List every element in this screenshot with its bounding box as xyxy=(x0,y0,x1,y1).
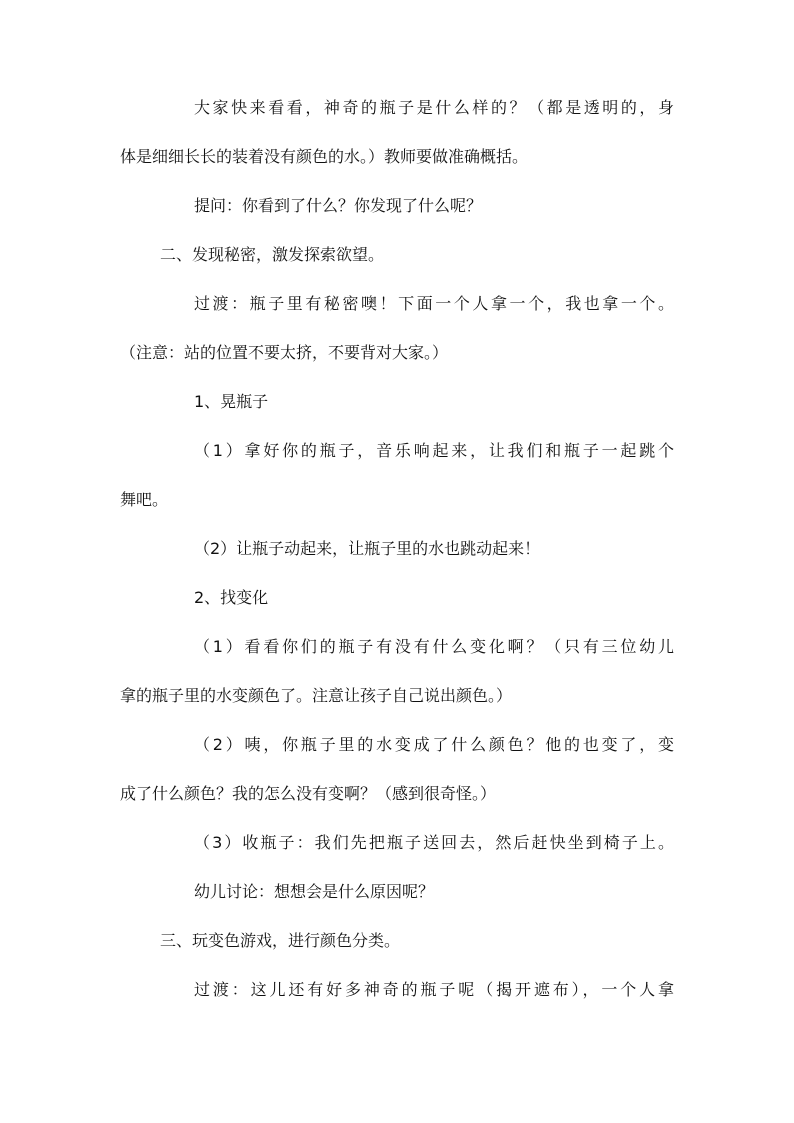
paragraph-line: 过渡：瓶子里有秘密噢！下面一个人拿一个，我也拿一个。 xyxy=(194,294,674,313)
paragraph-line: 提问：你看到了什么？你发现了什么呢？ xyxy=(194,196,483,215)
paragraph-line: 大家快来看看，神奇的瓶子是什么样的？（都是透明的，身 xyxy=(194,98,674,117)
subsection-heading: 2、找变化 xyxy=(194,588,269,607)
paragraph-line: （1）看看你们的瓶子有没有什么变化啊？（只有三位幼儿 xyxy=(194,637,674,656)
section-heading: 三、玩变色游戏，进行颜色分类。 xyxy=(160,931,401,950)
paragraph-line: 体是细细长长的装着没有颜色的水。）教师要做准确概括。 xyxy=(120,147,529,166)
paragraph-line: （注意：站的位置不要太挤，不要背对大家。） xyxy=(120,343,449,362)
paragraph-line: 拿的瓶子里的水变颜色了。注意让孩子自己说出颜色。） xyxy=(120,686,513,705)
paragraph-line: 过渡：这儿还有好多神奇的瓶子呢（揭开遮布），一个人拿 xyxy=(194,980,674,999)
paragraph-line: （2）让瓶子动起来，让瓶子里的水也跳动起来！ xyxy=(194,539,541,558)
paragraph-line: （2）咦，你瓶子里的水变成了什么颜色？他的也变了，变 xyxy=(194,735,674,754)
paragraph-line: 舞吧。 xyxy=(120,490,169,509)
paragraph-line: 幼儿讨论：想想会是什么原因呢？ xyxy=(194,882,435,901)
section-heading: 二、发现秘密，激发探索欲望。 xyxy=(160,245,385,264)
paragraph-line: （3）收瓶子：我们先把瓶子送回去，然后赶快坐到椅子上。 xyxy=(194,833,674,852)
paragraph-line: 成了什么颜色？我的怎么没有变啊？（感到很奇怪。） xyxy=(120,784,497,803)
subsection-heading: 1、晃瓶子 xyxy=(194,392,269,411)
paragraph-line: （1）拿好你的瓶子，音乐响起来，让我们和瓶子一起跳个 xyxy=(194,441,674,460)
